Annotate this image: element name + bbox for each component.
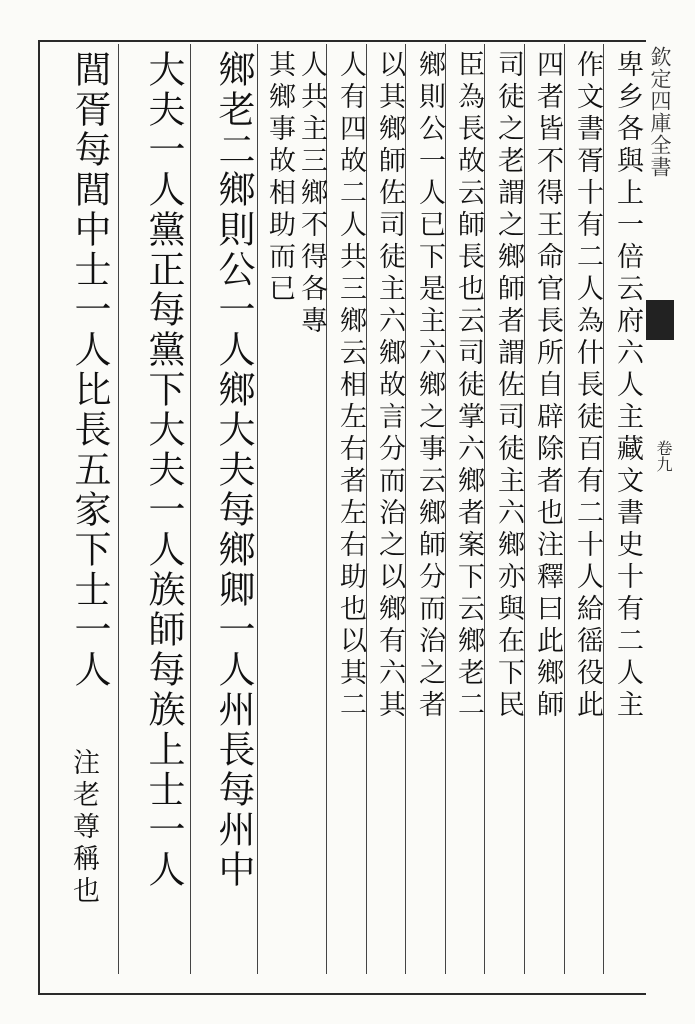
commentary-column-9: 人共主三鄉不得各專 <box>296 50 327 338</box>
frame-left-line <box>38 40 40 995</box>
main-text-column-1: 鄉老二鄉則公一人鄉大夫每鄉卿一人州長每州中 <box>212 50 255 890</box>
frame-top-line <box>38 40 660 42</box>
commentary-column-7: 以其鄉師佐司徒主六鄉故言分而治之以鄉有六其 <box>374 50 405 722</box>
fish-tail-block <box>646 300 674 340</box>
commentary-column-10: 其鄉事故相助而已 <box>264 50 295 306</box>
commentary-column-5: 臣為長故云師長也云司徒掌六鄉者案下云鄉老二 <box>453 50 484 722</box>
frame-bottom-line <box>38 993 660 995</box>
main-text-column-3: 閭胥每閭中士一人比長五家下士一人 <box>68 50 111 690</box>
margin-book-title: 欽定四庫全書 <box>648 46 672 178</box>
commentary-column-1: 卑乡各與上一倍云府六人主藏文書史十有二人主 <box>612 50 643 722</box>
commentary-column-8: 人有四故二人共三鄉云相左右者左右助也以其二 <box>335 50 366 722</box>
commentary-column-2: 作文書胥十有二人為什長徒百有二十人給徭役此 <box>572 50 603 722</box>
margin-juan-label: 卷九 <box>654 440 673 472</box>
commentary-column-4: 司徒之老謂之鄉師者謂佐司徒主六鄉亦與在下民 <box>493 50 524 722</box>
main-text-column-2: 大夫一人黨正每黨下大夫一人族師每族上士一人 <box>142 50 185 890</box>
margin-strip <box>646 40 660 995</box>
commentary-column-3: 四者皆不得王命官長所自辟除者也注釋曰此鄉師 <box>532 50 563 722</box>
commentary-column-6: 鄉則公一人已下是主六鄉之事云鄉師分而治之者 <box>414 50 445 722</box>
annotation-note: 注老尊稱也 <box>68 748 99 908</box>
